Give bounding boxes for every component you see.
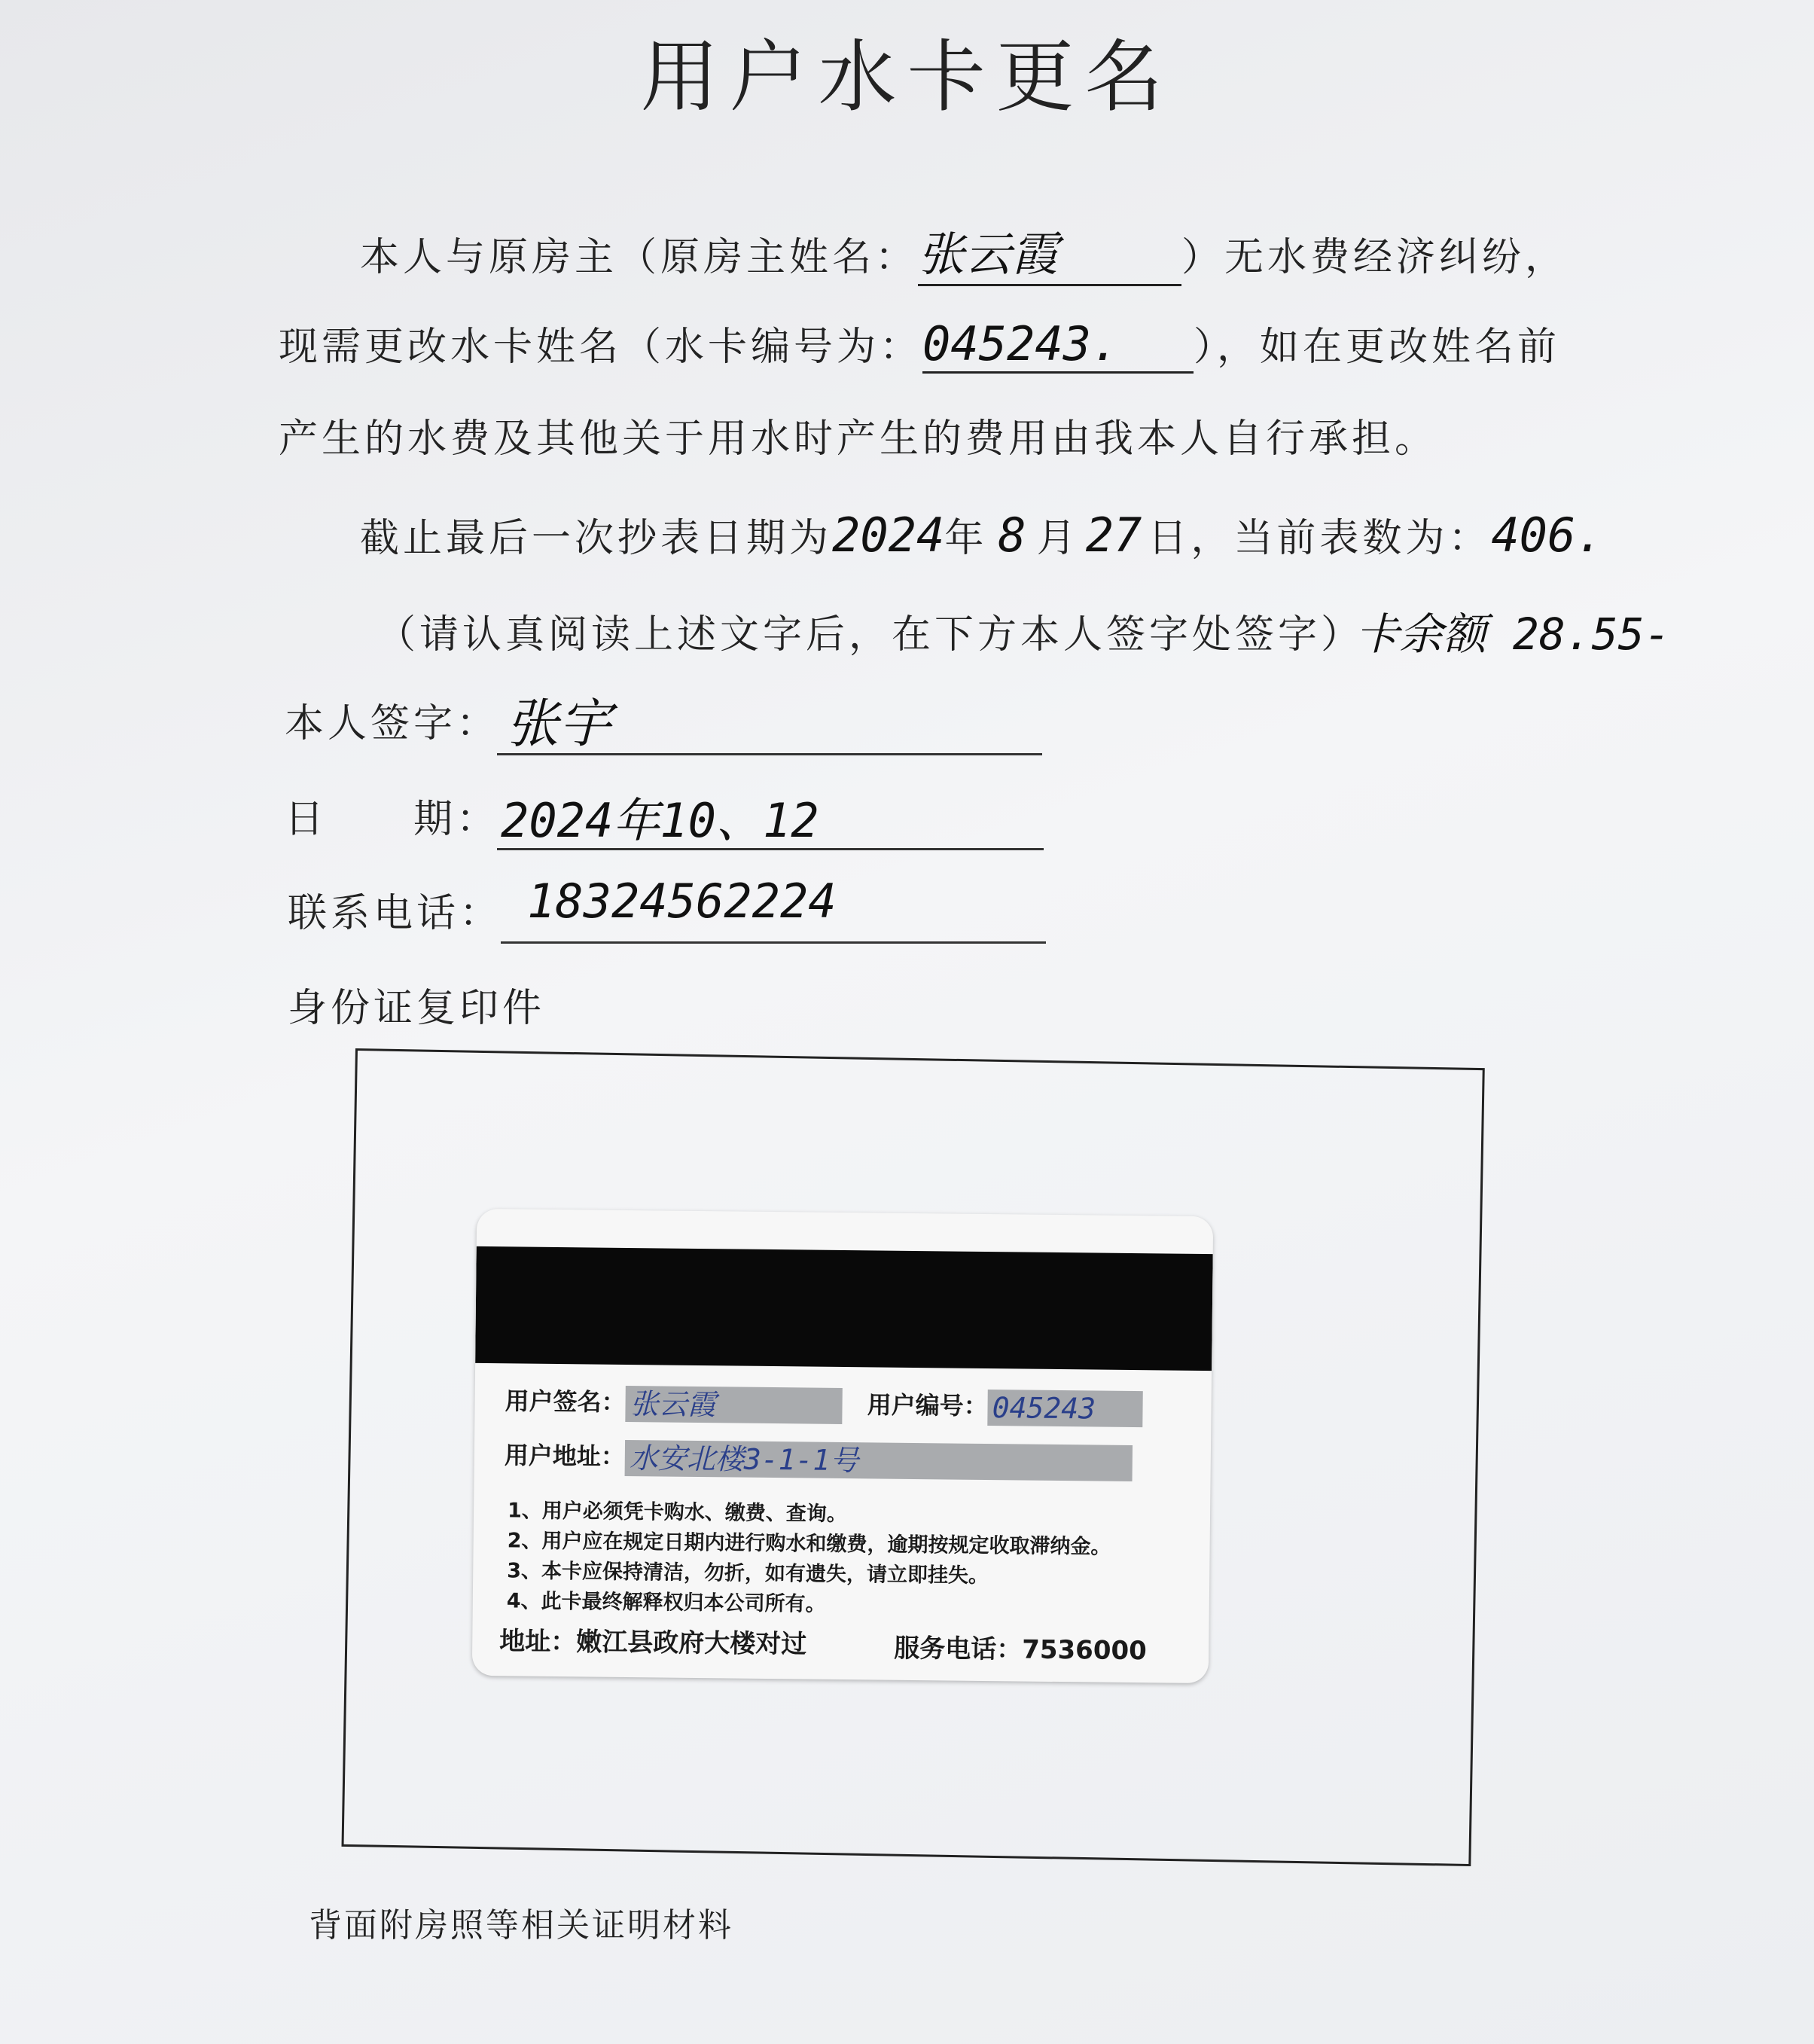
card-service-phone: 服务电话：7536000 [893, 1633, 1147, 1667]
signature-label: 本人签字： [285, 701, 500, 746]
text-segment: 本人与原房主（原房主姓名： [360, 235, 919, 280]
text-segment: ）无水费经济纠纷， [1181, 235, 1569, 280]
water-card [472, 1209, 1213, 1683]
card-name-value: 张云霞 [625, 1386, 842, 1424]
paragraph-line-2 [279, 315, 1560, 374]
card-id-label: 用户编号： [867, 1390, 988, 1421]
magnetic-stripe [475, 1246, 1213, 1371]
card-company-address: 地址：嫩江县政府大楼对过 [499, 1626, 807, 1660]
paragraph-line-3: 产生的水费及其他关于用水时产生的费用由我本人自行承担。 [279, 416, 1438, 462]
reading-day: 27 [1085, 508, 1142, 563]
card-address-row [505, 1436, 1133, 1481]
text-segment: 月 [1036, 516, 1080, 561]
card-id-value: 045243 [987, 1390, 1142, 1427]
footer-note: 背面附房照等相关证明材料 [309, 1906, 733, 1945]
card-rule-2: 2、用户应在规定日期内进行购水和缴费，逾期按规定收取滞纳金。 [507, 1529, 1111, 1559]
paragraph-line-4 [360, 506, 1604, 563]
card-address-value: 水安北楼3-1-1号 [625, 1440, 1133, 1481]
text-segment: 年 [944, 516, 988, 561]
id-copy-label: 身份证复印件 [288, 986, 546, 1031]
card-address-label: 用户地址： [504, 1441, 626, 1471]
date-label: 日 期： [285, 797, 500, 842]
reading-month: 8 [998, 508, 1026, 563]
date-underline [497, 848, 1044, 850]
text-segment: ），如在更改姓名前 [1194, 325, 1561, 370]
card-balance-note: 卡余额 28.55- [1355, 609, 1671, 660]
card-rule-4: 4、此卡最终解释权归本公司所有。 [506, 1589, 826, 1616]
signature-value: 张宇 [506, 693, 611, 755]
phone-underline [501, 941, 1046, 944]
old-owner-name: 张云霞 [918, 227, 1059, 282]
text-segment: 日，当前表数为： [1148, 516, 1492, 561]
card-rule-3: 3、本卡应保持清洁，勿折，如有遗失，请立即挂失。 [507, 1559, 989, 1588]
old-owner-blank [918, 217, 1181, 286]
signature-underline [497, 753, 1042, 755]
text-segment: 截止最后一次抄表日期为 [360, 516, 833, 561]
phone-value: 18324562224 [527, 874, 837, 929]
paragraph-line-1 [360, 217, 1568, 286]
card-number-blank [922, 316, 1194, 374]
instruction-text: （请认真阅读上述文字后，在下方本人签字处签字） [377, 612, 1364, 657]
card-name-label: 用户签名： [505, 1387, 626, 1417]
reading-year: 2024 [832, 508, 945, 563]
phone-label: 联系电话： [288, 891, 503, 936]
date-value: 2024年10、12 [501, 793, 819, 848]
card-rule-1: 1、用户必须凭卡购水、缴费、查询。 [507, 1499, 848, 1527]
text-segment: 现需更改水卡姓名（水卡编号为： [279, 325, 923, 370]
card-name-row [505, 1382, 1143, 1427]
document-title: 用户水卡更名 [640, 31, 1174, 123]
card-number: 045243. [922, 316, 1120, 371]
meter-reading: 406. [1491, 508, 1604, 563]
